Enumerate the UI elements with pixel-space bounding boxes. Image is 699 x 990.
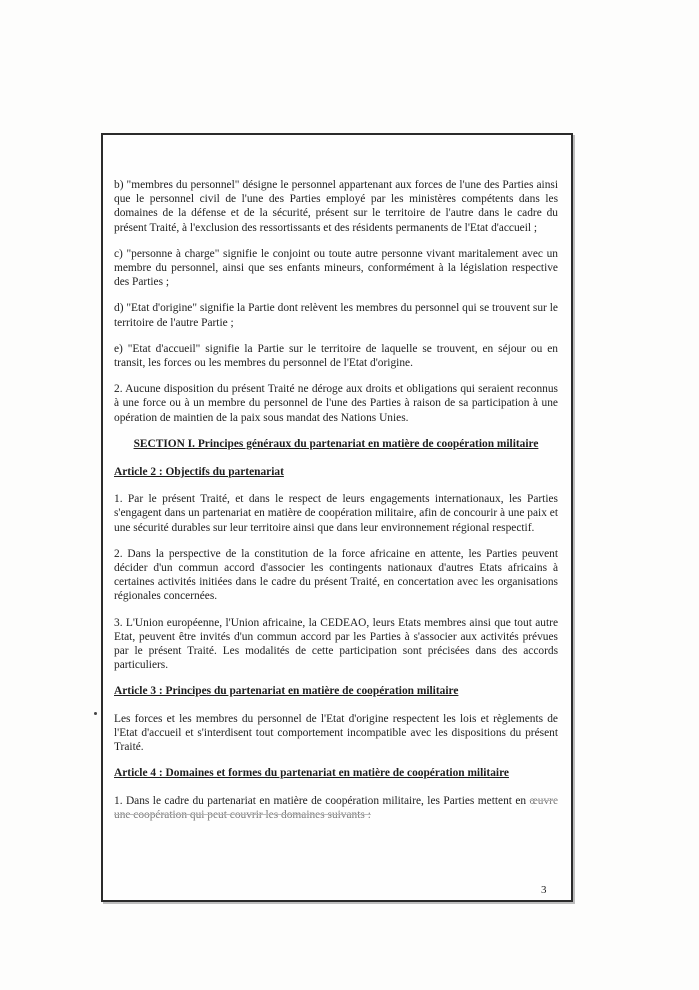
scan-speck — [94, 712, 97, 715]
point-2: 2. Aucune disposition du présent Traité ne déroge aux droits et obligations qui seraient reconnus à une force ou à un membre du personnel de l'une des Parties à raison de sa participation à une opération de maintien de la paix sous mandat des Nations Unies. — [114, 383, 558, 424]
section-1-title: SECTION I. Principes généraux du partenariat en matière de coopération militaire — [133, 437, 539, 450]
document-body — [114, 178, 558, 834]
article-4-paragraph-1 — [114, 794, 558, 822]
definition-b: b) "membres du personnel" désigne le personnel appartenant aux forces de l'une des Parties ainsi que le personnel civil de l'une des Parties employé par les ministères compétents dans les domaines de la défense et de la sécurité, présent sur le territoire de l'autre dans le cadre du présent Traité, à l'exclusion des ressortissants et des résidents permanents de l'Etat d'accueil ; — [114, 179, 558, 234]
definition-e: e) "Etat d'accueil" signifie la Partie sur le territoire de laquelle se trouvent, en séjour ou en transit, les forces ou les membres du personnel de l'Etat d'origine. — [114, 342, 558, 370]
article-2-title: Article 2 : Objectifs du partenariat — [114, 466, 284, 479]
article-4-title: Article 4 : Domaines et formes du partenariat en matière de coopération militaire — [114, 767, 509, 780]
article-2-paragraph-2: 2. Dans la perspective de la constitution de la force africaine en attente, les Parties peuvent décider d'un commun accord d'associer les contingents nationaux d'autres Etats africains à certaines activités initiées dans le cadre du présent Traité, en concertation avec les organisations régionales concernées. — [114, 547, 558, 603]
article-3-title: Article 3 : Principes du partenariat en matière de coopération militaire — [114, 685, 459, 698]
article-4-paragraph-1-text: 1. Dans le cadre du partenariat en matière de coopération militaire, les Parties mettent en — [114, 794, 527, 807]
article-2-paragraph-3: 3. L'Union européenne, l'Union africaine, la CEDEAO, leurs Etats membres ainsi que tout autre Etat, peuvent être invités d'un commun accord par les Parties à s'associer aux activités prévues par le présent Traité. Les modalités de cette participation sont précisées dans des accords particuliers. — [114, 616, 558, 672]
article-4-paragraph-1-cut-line: œuvre une coopération qui peut couvrir les domaines suivants : — [114, 794, 558, 821]
definition-c: c) "personne à charge" signifie le conjoint ou toute autre personne vivant maritalement avec un membre du personnel, ainsi que ses enfants mineurs, conformément à la législation respective des Parties ; — [114, 247, 558, 289]
article-2-paragraph-1: 1. Par le présent Traité, et dans le respect de leurs engagements internationaux, les Parties s'engagent dans un partenariat en matière de coopération militaire, afin de concourir à une paix et une sécurité durables sur leur territoire ainsi que dans leur environnement régional respectif. — [114, 493, 558, 534]
page-number: 3 — [541, 884, 547, 896]
definition-d: d) "Etat d'origine" signifie la Partie dont relèvent les membres du personnel qui se trouvent sur le territoire de l'autre Partie ; — [114, 302, 558, 329]
article-3-paragraph-1: Les forces et les membres du personnel de l'Etat d'origine respectent les lois et règlements de l'Etat d'accueil et s'interdisent tout comportement incompatible avec les dispositions du présent Traité. — [114, 712, 558, 754]
